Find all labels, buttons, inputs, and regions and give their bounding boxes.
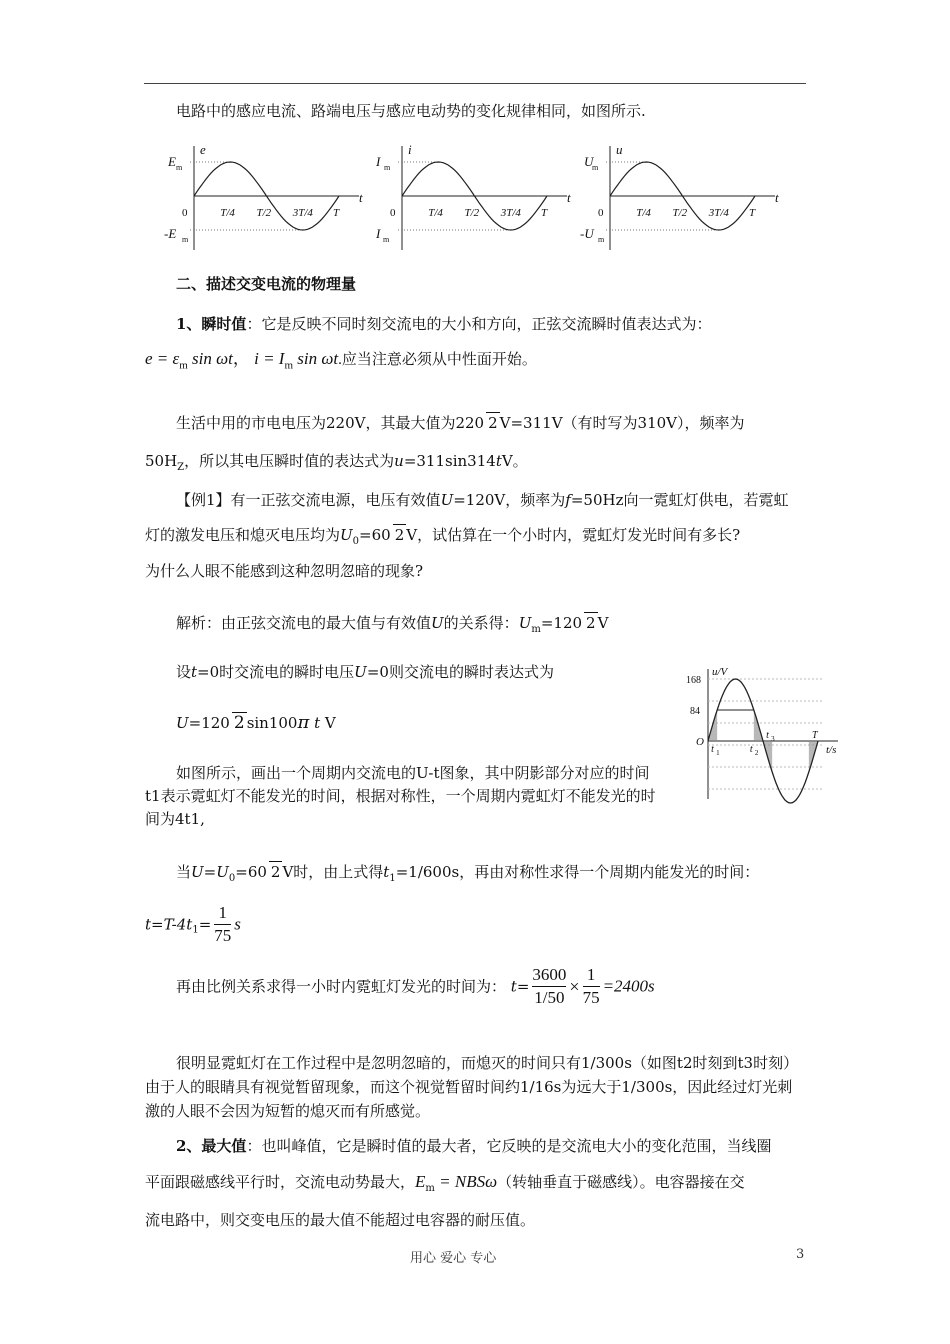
g-text: 再由比例关系求得一小时内霓虹灯发光的时间为： [176, 977, 507, 996]
example-text-1a: 有一正弦交流电源，电压有效值 [230, 491, 441, 509]
g-result: =2400s [602, 976, 655, 996]
sqrt-symbol: 2 [586, 614, 596, 632]
solution-line-g [176, 964, 655, 1009]
solution-text-b2: =0时交流电的瞬时电压 [197, 663, 355, 681]
mains-text-1: 生活中用的市电电压为220V，其最大值为220 [176, 414, 485, 432]
tick-label: 3T/4 [500, 207, 521, 219]
expr-sin: sin100 [246, 714, 298, 732]
solution-conclusion: 很明显霓虹灯在工作过程中是忽明忽暗的，而熄灭的时间只有1/300s（如图t2时刻到t3时刻）由于人的眼睛具有视觉暂留现象，而这个视觉暂留时间约1/16s为远大于1/300s，因此经过灯光刺激的人眼不会因为短暂的熄灭而有所感觉。 [145, 1054, 799, 1120]
formula-note: .应当注意必须从中性面开始。 [338, 352, 537, 368]
frac-num: 1 [214, 902, 231, 925]
solution-line-f [145, 902, 241, 947]
t2-sub: 2 [754, 749, 759, 757]
solution-e2: U=U [191, 863, 229, 881]
frac-num: 1 [583, 964, 600, 987]
expr-unit: V [324, 714, 336, 732]
min-label: -U [580, 226, 594, 241]
formula-e-tail: sin ωt [187, 349, 233, 368]
mains-freq-sub: Z [177, 462, 185, 473]
graph-e [164, 142, 363, 250]
sqrt-symbol: 2 [394, 526, 405, 544]
graph-i [375, 142, 571, 250]
example-line3: 为什么人眼不能感到这种忽明忽暗的现象? [145, 562, 424, 580]
t1-sub: 1 [716, 749, 720, 757]
ut-graph [682, 665, 840, 805]
example-text-2c: V，试估算在一个小时内，霓虹灯发光时间有多长? [406, 526, 741, 544]
sqrt-symbol: 2 [270, 863, 281, 881]
y-axis-label: i [408, 142, 412, 157]
tick-label: T [541, 207, 548, 219]
max-Em-sub: m [425, 1183, 435, 1194]
tick-label: T/2 [672, 207, 688, 219]
footer-slogan: 用心 爱心 专心 [410, 1251, 497, 1266]
t2-label: t [749, 744, 753, 755]
graph-u [580, 142, 779, 250]
example-U: U [440, 491, 454, 509]
frac-num: 3600 [532, 964, 566, 987]
min-sub: m [182, 235, 189, 244]
frac-den-compound: 1/50 [534, 988, 565, 1007]
origin-label: O [696, 736, 704, 748]
sqrt-symbol: 2 [233, 713, 245, 733]
solution-e5: t [383, 863, 390, 881]
y-axis-label: e [200, 142, 206, 157]
solution-U: U [431, 614, 444, 632]
section-heading: 二、描述交变电流的物理量 [176, 275, 357, 293]
sqrt-symbol: 2 [488, 414, 498, 432]
mains-t: t [495, 452, 502, 470]
solution-text-b3: =0则交流电的瞬时表达式为 [366, 663, 554, 681]
t3-sub: 3 [771, 735, 775, 743]
instantaneous-formula [145, 349, 537, 375]
f-eq: = [198, 915, 212, 934]
max-label: E [168, 154, 176, 169]
solution-e6: =1/600s，再由对称性求得一个周期内能发光的时间： [395, 863, 760, 881]
solution-text-e1: 当 [176, 863, 192, 881]
instantaneous-value-line [176, 314, 711, 334]
solution-text-a3: =120 [540, 614, 583, 632]
tick-label: T/4 [636, 207, 651, 219]
example-text-2b: =60 [359, 526, 391, 544]
expr-U: U [176, 714, 189, 732]
tick-84: 84 [690, 706, 700, 717]
solution-line2 [176, 662, 554, 682]
g-t: t= [510, 977, 530, 996]
example-text-1c: =50Hz向一霓虹灯供电，若霓虹 [570, 491, 789, 509]
solution-e3: =60 [235, 863, 267, 881]
solution-U2: U [354, 663, 367, 681]
frac-den-num: 1 [534, 988, 543, 1007]
example-text-2a: 灯的激发电压和熄灭电压均为 [145, 526, 341, 544]
origin-label: 0 [182, 207, 188, 219]
max-value-label: 2、最大值 [176, 1137, 247, 1155]
tick-168: 168 [686, 675, 701, 686]
max-label: U [584, 154, 594, 169]
max-sub: m [592, 163, 599, 172]
tick-label: 3T/4 [292, 207, 313, 219]
max-value-text-2b: （转轴垂直于磁感线）。电容器接在交 [497, 1173, 745, 1191]
max-value-line3: 流电路中，则交变电压的最大值不能超过电容器的耐压值。 [145, 1211, 536, 1229]
solution-line-e [176, 861, 759, 889]
example-U0-sub: 0 [352, 536, 360, 547]
solution-expression [176, 702, 336, 733]
solution-Um-sub: m [531, 624, 541, 635]
example-f: f [565, 491, 571, 509]
solution-text-a2: 的关系得： [443, 614, 519, 632]
max-formula: = NBSω [434, 1172, 498, 1191]
mains-formula: =311sin314 [403, 452, 496, 470]
solution-text-a4: V [597, 614, 609, 632]
t1-label: t [711, 744, 714, 755]
max-Em: E [415, 1172, 426, 1191]
min-sub: m [598, 235, 605, 244]
x-axis-label: t [359, 190, 363, 205]
origin-label: 0 [390, 207, 396, 219]
fraction-1-75 [214, 902, 231, 947]
mains-text-3: ，所以其电压瞬时值的表达式为 [184, 452, 395, 470]
mains-freq: 50H [145, 452, 178, 470]
solution-line1 [176, 612, 608, 640]
formula-e-sub: m [179, 359, 188, 372]
mains-voltage-line2 [145, 451, 528, 478]
max-label: I [376, 154, 381, 169]
origin-label: 0 [598, 207, 604, 219]
example-line2 [145, 524, 740, 552]
times-sign: × [569, 976, 580, 997]
mains-u: u [394, 452, 404, 470]
page-number: 3 [796, 1247, 805, 1262]
T-label: T [812, 730, 818, 741]
formula-i: i = I [254, 349, 285, 368]
formula-i-tail: sin ωt [293, 349, 339, 368]
solution-text-b1: 设 [176, 663, 192, 681]
solution-t: t [191, 663, 198, 681]
x-axis-label: t [567, 190, 571, 205]
f-sub: 1 [192, 924, 199, 936]
example-tag: 【例1】 [176, 491, 231, 509]
fraction-3600 [532, 964, 566, 1009]
max-value-text-1: ：也叫峰值，它是瞬时值的最大者，它反映的是交流电大小的变化范围，当线圈 [246, 1137, 772, 1155]
fraction-1-75b [583, 964, 600, 1009]
sine-graphs [160, 140, 800, 260]
tick-label: T [333, 207, 340, 219]
max-sub: m [176, 163, 183, 172]
example-text-1b: =120V，频率为 [453, 491, 566, 509]
min-label: I [376, 226, 381, 241]
max-value-text-2a: 平面跟磁感线平行时，交流电动势最大， [145, 1173, 416, 1191]
expr-pi: π [297, 712, 310, 733]
f-unit: s [234, 914, 241, 934]
min-label: -E [164, 226, 177, 241]
x-axis-label: t/s [826, 744, 837, 756]
frac-den: 75 [582, 988, 600, 1007]
solution-e2-sub: 0 [228, 873, 236, 884]
expr-amp: =120 [188, 714, 230, 732]
y-axis-label: u/V [712, 666, 728, 678]
instantaneous-label: 1、瞬时值 [176, 315, 247, 333]
frac-den-den: 50 [547, 988, 565, 1007]
tick-label: T/2 [464, 207, 480, 219]
mains-text-2: V=311V（有时写为310V），频率为 [499, 414, 745, 432]
tick-label: T [749, 207, 756, 219]
frac-den: 75 [214, 926, 232, 945]
tick-label: T/2 [256, 207, 272, 219]
example-U0: U [340, 526, 353, 544]
max-sub: m [384, 163, 391, 172]
header-rule [144, 83, 806, 84]
x-axis-label: t [775, 190, 779, 205]
formula-i-sub: m [284, 359, 294, 372]
max-value-line1 [176, 1136, 771, 1156]
solution-Um: U [518, 614, 532, 632]
intro-paragraph: 电路中的感应电流、路端电压与感应电动势的变化规律相同，如图所示. [176, 102, 646, 120]
solution-text-a1: 解析：由正弦交流电的最大值与有效值 [176, 614, 432, 632]
formula-e: e = ε [145, 349, 180, 368]
t3-label: t [766, 730, 769, 741]
mains-end: V。 [501, 452, 528, 470]
y-axis-label: u [616, 142, 623, 157]
expr-t: t [314, 714, 321, 732]
max-value-line2 [145, 1172, 745, 1199]
mains-voltage-line1 [176, 412, 744, 433]
f-expr: t=T-4t [145, 915, 193, 934]
tick-label: T/4 [428, 207, 443, 219]
tick-label: T/4 [220, 207, 235, 219]
solution-e4: V时，由上式得 [282, 863, 384, 881]
tick-label: 3T/4 [708, 207, 729, 219]
solution-e5-sub: 1 [389, 873, 396, 884]
min-sub: m [383, 235, 390, 244]
formula-sep: ， [232, 349, 250, 368]
example-line1 [176, 490, 788, 510]
solution-graph-explanation: 如图所示，画出一个周期内交流电的U-t图象，其中阴影部分对应的时间t1表示霓虹灯不能发光的时间，根据对称性，一个周期内霓虹灯不能发光的时间为4t1, [145, 764, 656, 828]
instantaneous-text: ：它是反映不同时刻交流电的大小和方向，正弦交流瞬时值表达式为： [246, 315, 712, 333]
